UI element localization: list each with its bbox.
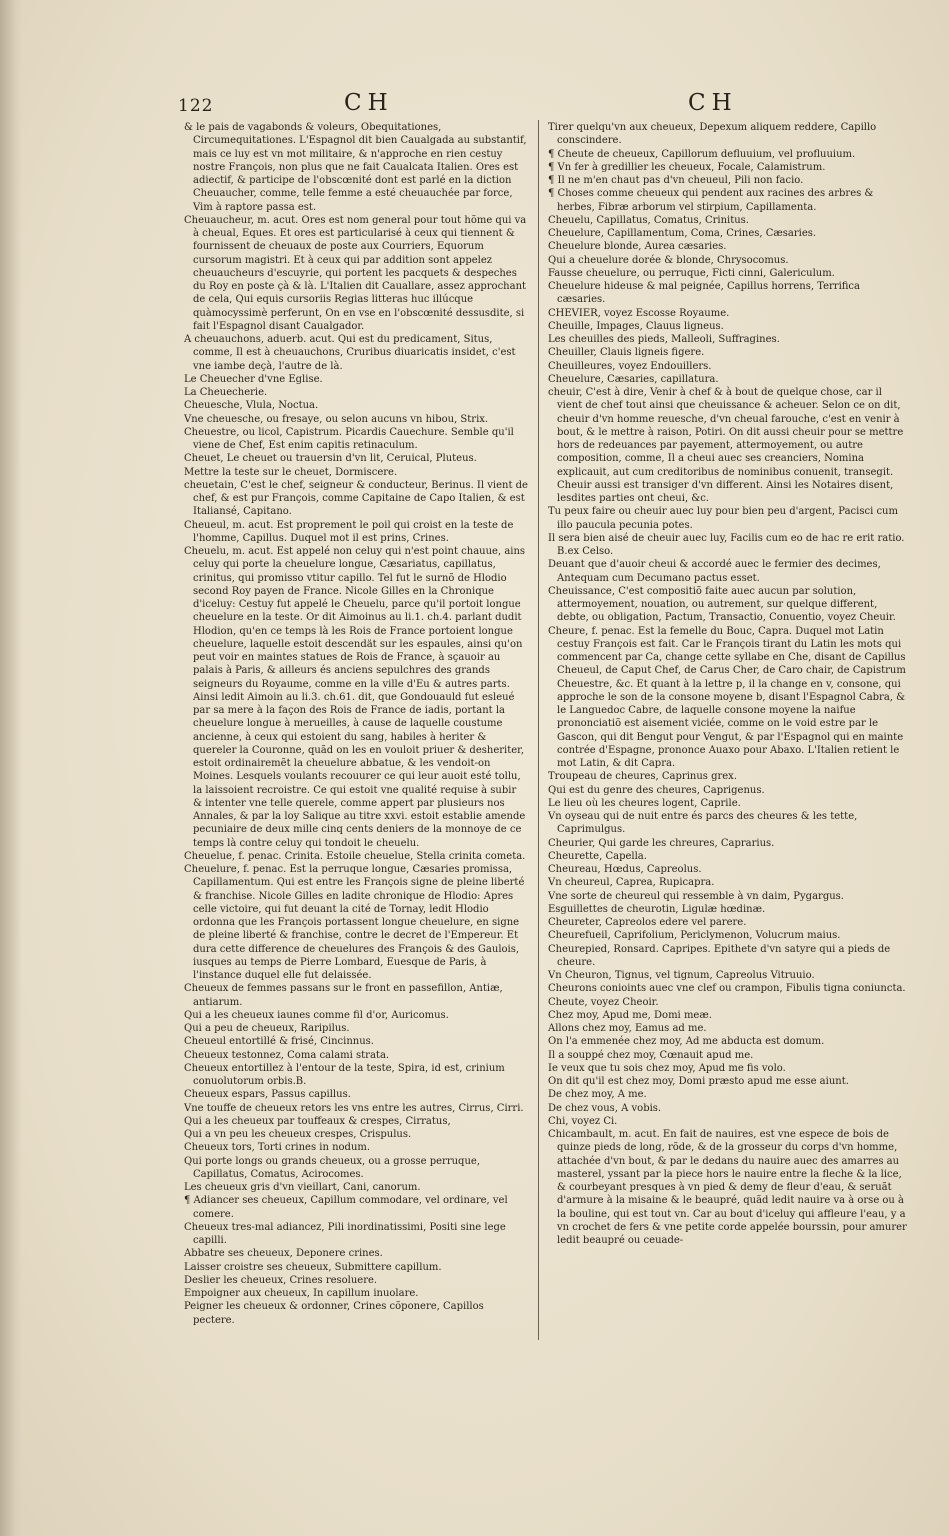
dictionary-entry: Esguillettes de cheurotin, Ligulæ hœdinæ. [548, 903, 766, 915]
dictionary-entry: Tu peux faire ou cheuir auec luy pour bien peu d'argent, Pacisci cum illo paucula pecunia potes. [548, 506, 898, 531]
dictionary-entry: Peigner les cheueux & ordonner, Crines cõponere, Capillos pectere. [184, 1301, 484, 1326]
dictionary-entry: Il a souppé chez moy, Cœnauit apud me. [548, 1049, 754, 1061]
dictionary-entry: Cheuelure blonde, Aurea cæsaries. [548, 241, 727, 253]
dictionary-entry: Allons chez moy, Eamus ad me. [548, 1023, 707, 1034]
left-column [184, 121, 528, 1327]
dictionary-entry: Qui a les cheueux par touffeaux & crespes, Cirratus, [184, 1115, 451, 1127]
dictionary-entry: Tirer quelqu'vn aux cheueux, Depexum aliquem reddere, Capillo conscindere. [548, 122, 877, 147]
dictionary-entry: Chez moy, Apud me, Domi meæ. [548, 1009, 712, 1021]
dictionary-entry: ¶ Cheute de cheueux, Capillorum defluuium, vel profluuium. [548, 148, 856, 160]
dictionary-entry: Deslier les cheueux, Crines resoluere. [184, 1274, 378, 1286]
dictionary-entry: Vne cheuesche, ou fresaye, ou selon aucuns vn hibou, Strix. [184, 413, 489, 425]
dictionary-entry: Les cheuilles des pieds, Malleoli, Suffragines. [548, 334, 780, 345]
dictionary-entry: Cheureter, Capreolos edere vel parere. [548, 917, 747, 928]
dictionary-entry: Cheueul entortillé & frisé, Cincinnus. [184, 1036, 374, 1048]
dictionary-entry: Qui porte longs ou grands cheueux, ou a grosse perruque, Capillatus, Comatus, Acirocomes. [184, 1155, 480, 1180]
dictionary-entry: Mettre la teste sur le cheuet, Dormiscere. [184, 466, 398, 478]
dictionary-entry: Deuant que d'auoir cheui & accordé auec le fermier des decimes, Antequam cum Decumano pactus esset. [548, 559, 881, 584]
dictionary-entry: La Cheuecherie. [184, 387, 268, 398]
dictionary-entry: Qui a vn peu les cheueux crespes, Crispulus. [184, 1129, 412, 1140]
dictionary-entry: Cheuille, Impages, Clauus ligneus. [548, 320, 724, 332]
dictionary-entry: Laisser croistre ses cheueux, Submittere capillum. [184, 1261, 442, 1273]
dictionary-entry: Abbatre ses cheueux, Deponere crines. [184, 1248, 383, 1260]
dictionary-entry: Cheuelure hideuse & mal peignée, Capillus horrens, Terrifica cæsaries. [548, 281, 860, 306]
dictionary-entry: Vn Cheuron, Tignus, vel tignum, Capreolus Vitruuio. [548, 970, 815, 981]
dictionary-entry: Cheurepied, Ronsard. Capripes. Epithete d'vn satyre qui a pieds de cheure. [548, 943, 891, 968]
dictionary-entry: ¶ Il ne m'en chaut pas d'vn cheueul, Pili non facio. [548, 175, 804, 186]
dictionary-entry: Qui est du genre des cheures, Caprigenus. [548, 784, 765, 796]
dictionary-entry: Cheure, f. penac. Est la femelle du Bouc, Capra. Duquel mot Latin cestuy François est fait. Car le François tirant du Latin les mots qui commencent par Ca, change cette syllabe en Che, disant de Capillus Cheueul, de Caput Chef, de Carus Cher, de Caro chair, de Capistrum Cheuestre, &c. Et quant à la lettre p, il la change en v, consone, qui approche le son de la consone moyene b, disant l'Espagnol Cabra, & le Languedoc Cabre, de laquelle consone moyene la naifue prononciatiõ est aisement viciée, comme on le void estre par le Gascon, qui dit Bengut pour Vengut, & par l'Espagnol qui en mainte contrée d'Espagne, prononce Auaxo pour Abaxo. L'Italien retient le mot Latin, & dit Capra. [548, 625, 906, 769]
dictionary-entry: Vn cheureul, Caprea, Rupicapra. [548, 877, 715, 889]
dictionary-entry: Qui a cheuelure dorée & blonde, Chrysocomus. [548, 254, 789, 266]
dictionary-entry: cheuetain, C'est le chef, seigneur & conducteur, Berinus. Il vient de chef, & est pur François, comme Capitaine de Capo Italien, & est Italiansé, Capitano. [184, 479, 528, 518]
right-column [548, 121, 910, 1247]
dictionary-entry: Le Cheuecher d'vne Eglise. [184, 373, 323, 385]
dictionary-entry: Cheuelu, m. acut. Est appelé non celuy qui n'est point chauue, ains celuy qui porte la cheuelure longue, Cæsariatus, capillatus, crinitus, qui promisso vtitur capillo. Tel fut le surnõ de Hlodio second Roy payen de France. Nicole Gilles en la Chronique d'iceluy: Cestuy fut appelé le Cheuelu, parce qu'il portoit longue cheuelure en la teste. Or dit Aimoinus au li.1. ch.4. parlant dudit Hlodion, qu'en ce temps là les Rois de France portoient longue cheuelure, laquelle estoit descendät sur les espaules, ainsi qu'on peut voir en maintes statues de Rois de France, à sçauoir au palais à Paris, & ailleurs és anciens sepulchres des grands seigneurs du Royaume, comme en la ville d'Eu & autres parts. Ainsi ledit Aimoin au li.3. ch.61. dit, que Gondouauld fut esleué par sa mere à la façon des Rois de France de iadis, portant la cheuelure longue à merueilles, à cause de laquelle coustume ancienne, à ceux qui estoient du sang, habiles à heriter & quereler la Couronne, quãd on les en vouloit priuer & desheriter, estoit ordinairemẽt la cheuelure abbatue, & les vendoit-on Moines. Lesquels voulants recouurer ce qui leur auoit esté tollu, la laissoient recroistre. Ce qui estoit vne qualité requise à subir & intenter vne telle querele, comme appert par plusieurs nos Annales, & par la loy Salique au titre xxvi. estoit establie amende pecuniaire de deux mille cinq cents deniers de la monnoye de ce temps là contre celuy qui tondoit le cheuelu. [184, 546, 526, 849]
dictionary-entry: Cheuaucheur, m. acut. Ores est nom general pour tout hõme qui va à cheual, Eques. Et ores est particularisé à ceux qui tiennent & fournissent de cheuaux de poste aux Courriers, Equorum cursorum magistri. Et à ceux qui par addition sont appelez cheuaucheurs d'escuyrie, qui portent les pacquets & despeches du Roy en poste çà & là. L'Italien dit Cauallare, assez approchant de cela, Qui equis cursoriis Regias litteras huc illúcque quàmocyssimè perferunt, On en vse en l'obscœnité dessusdite, si fait l'Espagnol disant Caualgador. [184, 214, 527, 332]
dictionary-entry: Cheuissance, C'est compositiõ faite auec aucun par solution, attermoyement, nouation, ou autrement, sur quelque different, debte, ou obligation, Pactum, Transactio, Conuentio, voyez Cheuir. [548, 585, 896, 624]
dictionary-entry: Cheurons conioints auec vne clef ou crampon, Fibulis tigna coniuncta. [548, 983, 906, 995]
dictionary-entry: Cheuelure, Cæsaries, capillatura. [548, 373, 719, 385]
dictionary-entry: ¶ Adiancer ses cheueux, Capillum commodare, vel ordinare, vel comere. [184, 1195, 508, 1220]
dictionary-entry: ¶ Vn fer à gredillier les cheueux, Focale, Calamistrum. [548, 161, 826, 173]
dictionary-entry: Cheueux entortillez à l'entour de la teste, Spira, id est, crinium conuolutorum orbis.B. [184, 1062, 505, 1087]
right-running-head: CH [688, 90, 738, 116]
dictionary-entry: De chez vous, A vobis. [548, 1102, 662, 1114]
dictionary-entry: De chez moy, A me. [548, 1089, 647, 1101]
dictionary-entry: Cheuelure, Capillamentum, Coma, Crines, Cæsaries. [548, 228, 817, 239]
dictionary-entry: Vne sorte de cheureul qui ressemble à vn daim, Pygargus. [548, 890, 844, 902]
dictionary-entry: A cheuauchons, aduerb. acut. Qui est du predicament, Situs, comme, Il est à cheuauchons, Cruribus diuaricatis insidet, c'est vne iambe deçà, l'autre de là. [184, 334, 516, 372]
dictionary-entry: ¶ Choses comme cheueux qui pendent aux racines des arbres & herbes, Fibræ arborum vel stirpium, Capillamenta. [548, 188, 874, 213]
dictionary-entry: Cheueux tres-mal adiancez, Pili inordinatissimi, Positi sine lege capilli. [184, 1221, 506, 1246]
page-number: 122 [178, 96, 214, 116]
dictionary-entry: Cheueux testonnez, Coma calami strata. [184, 1049, 390, 1061]
page-gutter-shadow [0, 0, 22, 1536]
dictionary-entry: cheuir, C'est à dire, Venir à chef & à bout de quelque chose, car il vient de chef tout ainsi que cheuissance & acheuer. Selon ce on dit, cheuir d'vn homme reuesche, d'vn cheual farouche, c'est en venir à bout, & le mettre à raison, Potiri. On dit aussi cheuir pour se mettre hors de redeuances par payement, attermoyement, ou autre composition, comme, Il a cheui auec ses creanciers, Nomina explicauit, aut cum creditoribus de nominibus conuenit, transegit. Cheuir aussi est transiger d'vn different. Ainsi les Notaires disent, lesdites parties ont cheui, &c. [548, 387, 904, 504]
dictionary-entry: Les cheueux gris d'vn vieillart, Cani, canorum. [184, 1182, 421, 1193]
dictionary-entry: Cheureau, Hœdus, Capreolus. [548, 864, 702, 875]
dictionary-entry: Troupeau de cheures, Caprinus grex. [548, 771, 737, 783]
dictionary-entry: Cheuelure, f. penac. Est la perruque longue, Cæsaries promissa, Capillamentum. Qui est entre les François signe de pleine liberté & franchise. Nicole Gilles en ladite chronique de Hlodio: Apres celle victoire, qui fut deuant la cité de Tornay, ledit Hlodio ordonna que les François portassent longue cheuelure, en signe de pleine liberté & franchise, contre le decret de l'Empereur. Et dura cette difference de cheuelures des François & des Gaulois, iusques au temps de Pierre Lombard, Euesque de Paris, à l'instance duquel elle fut delaissée. [184, 864, 525, 981]
dictionary-entry: Vne touffe de cheueux retors les vns entre les autres, Cirrus, Cirri. [184, 1102, 524, 1114]
dictionary-entry: Cheuestre, ou licol, Capistrum. Picardis Cauechure. Semble qu'il viene de Chef, Est enim capitis retinaculum. [184, 426, 514, 451]
dictionary-entry: Chi, voyez Ci. [548, 1115, 618, 1127]
dictionary-entry: & le pais de vagabonds & voleurs, Obequitationes, Circumequitationes. L'Espagnol dit bien Caualgada au substantif, mais ce luy est vn mot militaire, & n'approche en rien cestuy nostre François, non plus que ne fait Caualcata Italien. Ores est adiectif, & participe de l'obscœnité dont est parlé en la diction Cheuaucher, comme, telle femme a esté cheuauchée par force, Vim à raptore passa est. [184, 122, 527, 213]
dictionary-entry: Cheute, voyez Cheoir. [548, 996, 659, 1008]
dictionary-entry: Cheueux de femmes passans sur le front en passefillon, Antiæ, antiarum. [184, 983, 503, 1008]
dictionary-entry: Cheurette, Capella. [548, 850, 647, 862]
dictionary-entry: Cheueul, m. acut. Est proprement le poil qui croist en la teste de l'homme, Capillus. Duquel mot il est prins, Crines. [184, 519, 514, 544]
dictionary-entry: Chicambault, m. acut. En fait de nauires, est vne espece de bois de quinze pieds de long, rõde, & de la grosseur du corps d'vn homme, attachée d'vn bout, & par le dedans du nauire auec des amarres au masterel, yssant par la piece hors le nauire entre la fleche & la lice, & courbeyant presques à vn pied & demy de fleur d'eau, & seruãt d'armure à la misaine & le beaupré, quãd ledit nauire va à orse ou à la bouline, qui est tout vn. Car au bout d'iceluy qui affleure l'eau, y a vn crochet de fers & vne petite corde appelée bourssin, pour amurer ledit beaupré ou ceuade- [548, 1129, 907, 1246]
dictionary-entry: Ie veux que tu sois chez moy, Apud me fis volo. [548, 1062, 786, 1074]
dictionary-entry: On dit qu'il est chez moy, Domi præsto apud me esse aiunt. [548, 1076, 849, 1087]
dictionary-entry: Cheueux tors, Torti crines in nodum. [184, 1142, 371, 1154]
dictionary-entry: Il sera bien aisé de cheuir auec luy, Facilis cum eo de hac re erit ratio. B.ex Celso. [548, 532, 905, 557]
left-running-head: CH [344, 90, 394, 116]
dictionary-entry: Cheurefueil, Caprifolium, Periclymenon, Volucrum maius. [548, 930, 841, 942]
dictionary-entry: Vn oyseau qui de nuit entre és parcs des cheures & les tette, Caprimulgus. [548, 811, 858, 836]
dictionary-entry: Cheuet, Le cheuet ou trauersin d'vn lit, Ceruical, Pluteus. [184, 453, 477, 465]
dictionary-entry: Cheuelu, Capillatus, Comatus, Crinitus. [548, 214, 749, 226]
dictionary-entry: Empoigner aux cheueux, In capillum inuolare. [184, 1288, 419, 1299]
dictionary-entry: Le lieu où les cheures logent, Caprile. [548, 797, 741, 809]
dictionary-entry: Qui a les cheueux iaunes comme fil d'or, Auricomus. [184, 1009, 449, 1021]
dictionary-entry: Cheuiller, Clauis ligneis figere. [548, 347, 705, 359]
dictionary-entry: Cheueux espars, Passus capillus. [184, 1089, 351, 1101]
dictionary-entry: CHEVIER, voyez Escosse Royaume. [548, 307, 730, 319]
dictionary-entry: Cheuilleures, voyez Endouillers. [548, 360, 712, 372]
dictionary-entry: Cheuesche, Vlula, Noctua. [184, 400, 319, 412]
column-divider [538, 120, 539, 1340]
dictionary-entry: Cheurier, Qui garde les chreures, Caprarius. [548, 837, 775, 849]
dictionary-entry: Qui a peu de cheueux, Raripilus. [184, 1023, 350, 1034]
dictionary-entry: Cheuelue, f. penac. Crinita. Estoile cheuelue, Stella crinita cometa. [184, 850, 526, 862]
dictionary-entry: Fausse cheuelure, ou perruque, Ficti cinni, Galericulum. [548, 267, 835, 279]
dictionary-entry: On l'a emmenée chez moy, Ad me abducta est domum. [548, 1036, 825, 1048]
